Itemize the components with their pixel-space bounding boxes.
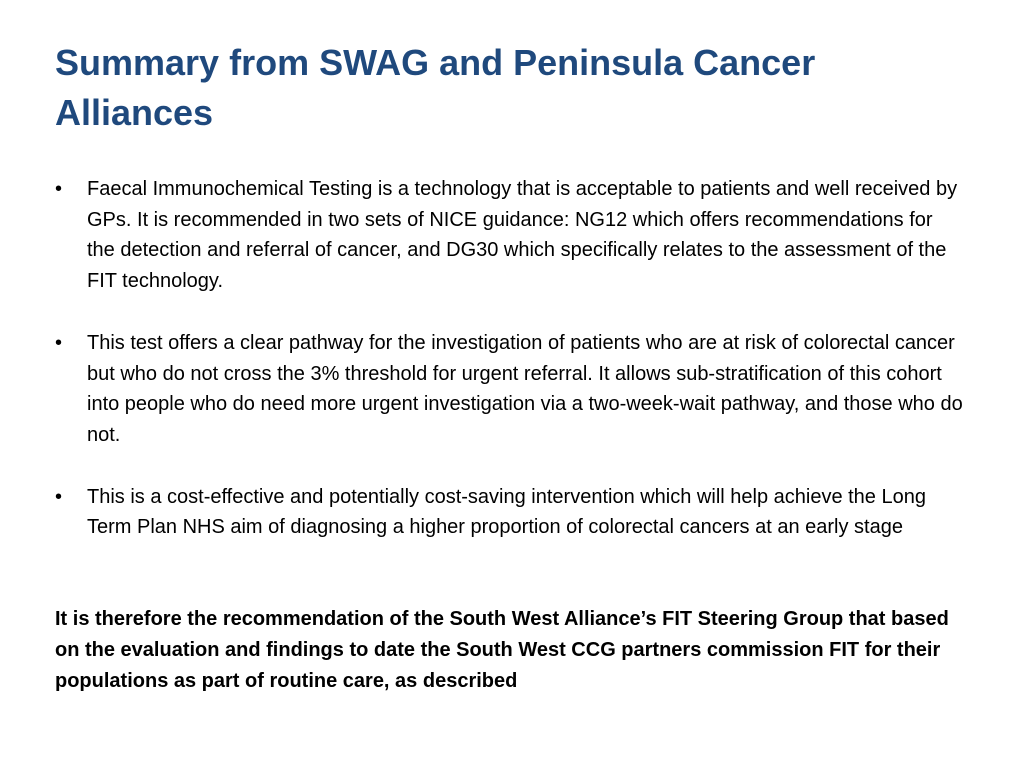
bullet-item-fit-technology <box>55 174 965 297</box>
bullet-marker: • <box>55 178 63 200</box>
slide-title: Summary from SWAG and Peninsula Cancer Alliances <box>55 42 816 133</box>
bullet-text: This is a cost-effective and potentially cost-saving intervention which will help achieve the Long Term Plan NHS aim of diagnosing a higher proportion of colorectal cancers at an early stage <box>87 485 926 539</box>
bullet-marker: • <box>55 485 63 508</box>
bullet-item-clear-pathway <box>55 328 965 451</box>
bullet-text: Faecal Immunochemical Testing is a technology that is acceptable to patients and well received by GPs. It is recommended in two sets of NICE guidance: NG12 which offers recommendations for the detection and referral of cancer, and DG30 which specifically relates to the assessment of the FIT technology. <box>87 178 958 293</box>
bullet-marker: • <box>55 331 63 354</box>
bullet-item-cost-effective <box>55 482 965 543</box>
bullet-list <box>55 174 965 574</box>
bullet-text: This test offers a clear pathway for the investigation of patients who are at risk of colorectal cancer but who do not cross the 3% threshold for urgent referral. It allows sub-stratification of this cohort into people who do need more urgent investigation via a two-week-wait pathway, and those who do not. <box>87 331 963 446</box>
recommendation-statement: It is therefore the recommendation of the South West Alliance’s FIT Steering Group that based on the evaluation and findings to date the South West CCG partners commission FIT for their populations as part of routine care, as described <box>55 608 949 692</box>
